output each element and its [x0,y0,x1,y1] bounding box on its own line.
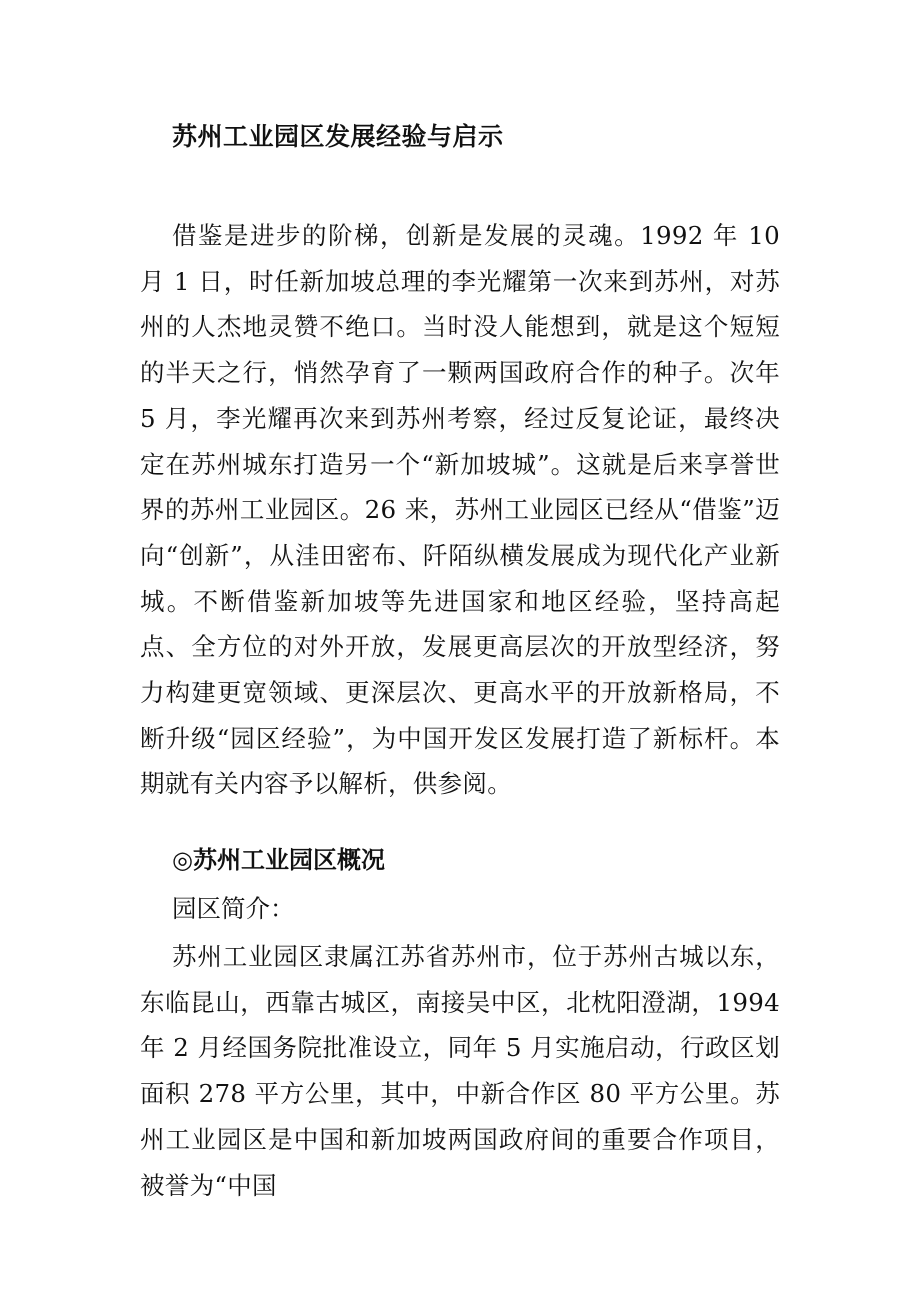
section-heading: ◎苏州工业园区概况 [172,846,385,874]
park-intro-subheading: 园区简介： [172,894,295,923]
overview-paragraph: 苏州工业园区隶属江苏省苏州市，位于苏州古城以东，东临昆山，西靠古城区，南接吴中区，北枕阳澄湖，1994 年 2 月经国务院批准设立，同年 5 月实施启动，行政区划面积 278 平方公里，其中，中新合作区 80 平方公里。苏州工业园区是中国和新加坡两国政府间的重要合作项目，被誉为“中国 [140,942,780,1200]
document-title: 苏州工业园区发展经验与启示 [172,122,504,151]
intro-paragraph: 借鉴是进步的阶梯，创新是发展的灵魂。1992 年 10 月 1 日，时任新加坡总理的李光耀第一次来到苏州，对苏州的人杰地灵赞不绝口。当时没人能想到，就是这个短短的半天之行，悄然孕育了一颗两国政府合作的种子。次年 5 月，李光耀再次来到苏州考察，经过反复论证，最终决定在苏州城东打造另一个“新加坡城”。这就是后来享誉世界的苏州工业园区。26 来，苏州工业园区已经从“借鉴”迈向“创新”，从洼田密布、阡陌纵横发展成为现代化产业新城。不断借鉴新加坡等先进国家和地区经验，坚持高起点、全方位的对外开放，发展更高层次的开放型经济，努力构建更宽领域、更深层次、更高水平的开放新格局，不断升级“园区经验”，为中国开发区发展打造了新标杆。本期就有关内容予以解析，供参阅。 [140,221,780,799]
